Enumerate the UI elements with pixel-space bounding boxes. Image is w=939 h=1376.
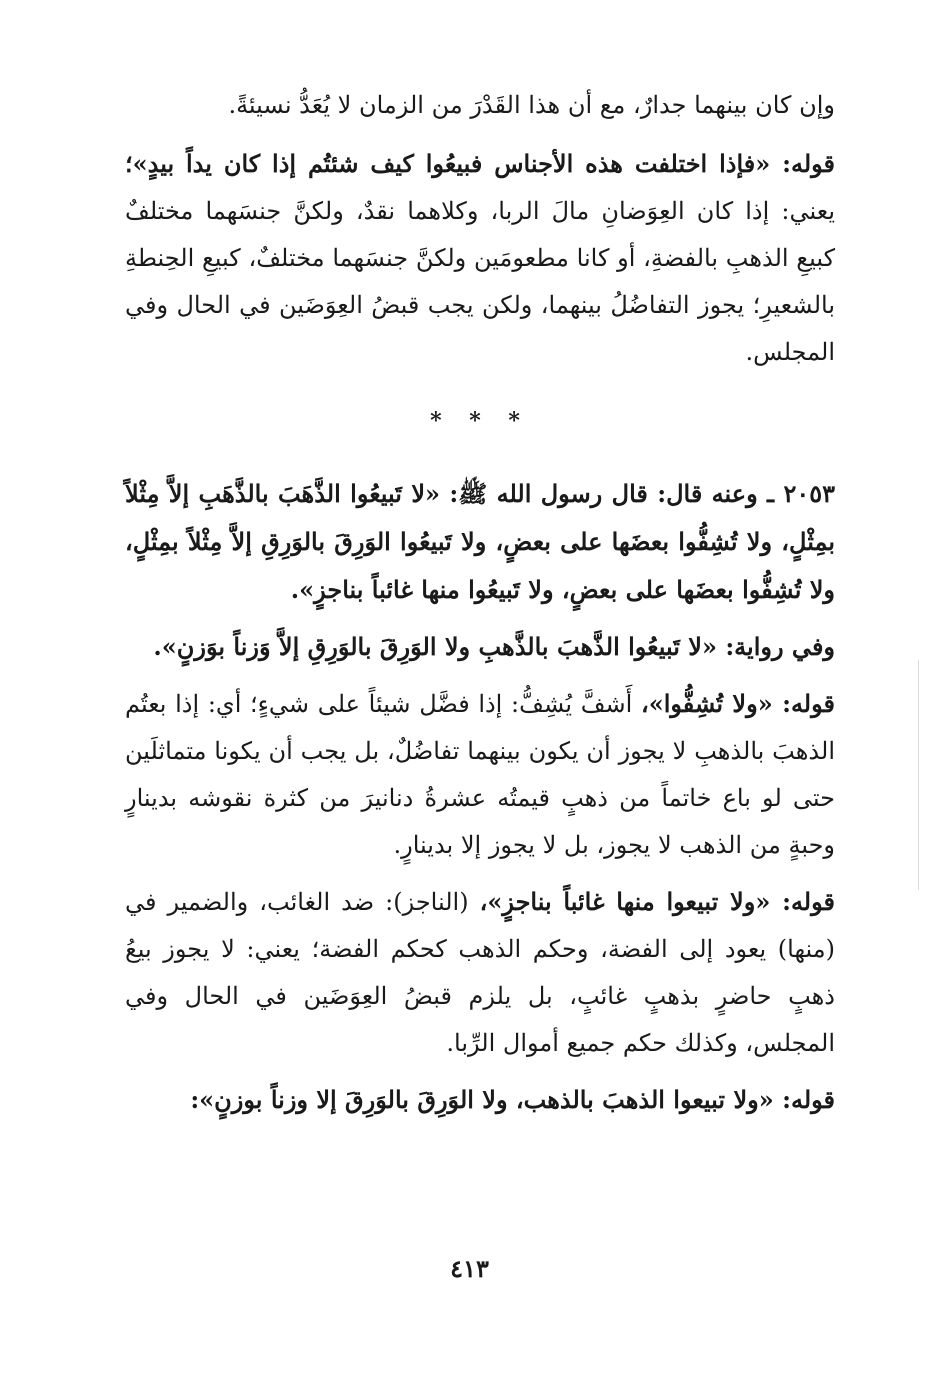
bold-text: قوله: «ولا تبيعوا منها غائباً بناجزٍ»، — [479, 887, 835, 916]
bold-text: قوله: «فإذا اختلفت هذه الأجناس فبيعُوا كيف شئتُم إذا كان يداً بيدٍ»؛ — [125, 149, 836, 178]
paragraph-p4 — [125, 623, 835, 671]
page-body — [125, 82, 835, 1133]
bold-text: قوله: «ولا تُشِفُّوا»، — [640, 689, 835, 718]
paragraph-p1 — [125, 82, 835, 129]
section-separator: * * * — [430, 408, 530, 434]
body-text: أَشفَّ يُشِفُّ: إذا فضَّل شيئاً على شيءٍ؛ أي: إذا بعتُم الذهبَ بالذهبِ لا يجوز أن يكون بينهما تفاضُلٌ، بل يجب أن يكونا متماثلَين حتى لو باع خاتماً من ذهبٍ قيمتُه عشرةُ دنانيرَ من كثرة نقوشه بدينارٍ وحبةٍ من الذهب لا يجوز، بل لا يجوز إلا بدينارٍ. — [125, 690, 835, 859]
bold-text: قوله: «ولا تبيعوا الذهبَ بالذهب، ولا الوَرِقَ بالوَرِقَ إلا وزناً بوزنٍ»: — [190, 1085, 835, 1114]
paragraph-p7 — [125, 1076, 835, 1124]
bold-text: ٢٠٥٣ ـ وعنه قال: قال رسول الله ﷺ: «لا تَبيعُوا الذَّهَبَ بالذَّهَبِ إلاَّ مِثْلاً بمِثْلٍ، ولا تُشِفُّوا بعضَها على بعضٍ، ولا تَبيعُوا الوَرِقَ بالوَرِقِ إلاَّ مِثْلاً بمِثْلٍ، ولا تُشِفُّوا بعضَها على بعضٍ، ولا تَبيعُوا منها غائباً بناجزٍ». — [125, 479, 835, 604]
paragraph-p6 — [125, 878, 835, 1067]
page-number: ٤١٣ — [450, 1254, 489, 1283]
body-text: (الناجز): ضد الغائب، والضمير في (منها) يعود إلى الفضة، وحكم الذهب كحكم الفضة؛ يعني: لا يجوز بيعُ ذهبٍ حاضرٍ بذهبٍ غائبٍ، بل يلزم قبضُ العِوَضَين في الحال وفي المجلس، وكذلك حكم جميع أموال الرِّبا. — [125, 888, 835, 1057]
bold-text: وفي رواية: «لا تَبيعُوا الذَّهبَ بالذَّهبِ ولا الوَرِقَ بالوَرِقِ إلاَّ وَزناً بوَزنٍ». — [153, 632, 835, 661]
margin-rule — [918, 660, 919, 890]
paragraph-p3 — [125, 470, 835, 614]
paragraph-p5 — [125, 680, 835, 869]
body-text: وإن كان بينهما جدارٌ، مع أن هذا القَدْرَ من الزمان لا يُعَدُّ نسيئةً. — [228, 91, 835, 119]
body-text: يعني: إذا كان العِوَضانِ مالَ الربا، وكلاهما نقدٌ، ولكنَّ جنسَهما مختلفٌ كبيعِ الذهبِ بالفضةِ، أو كانا مطعومَين ولكنَّ جنسَهما مختلفٌ، كبيعِ الحِنطةِ بالشعيرِ؛ يجوز التفاضُلُ بينهما، ولكن يجب قبضُ العِوَضَين في الحال وفي المجلس. — [125, 197, 836, 366]
paragraph-p2 — [125, 140, 835, 376]
